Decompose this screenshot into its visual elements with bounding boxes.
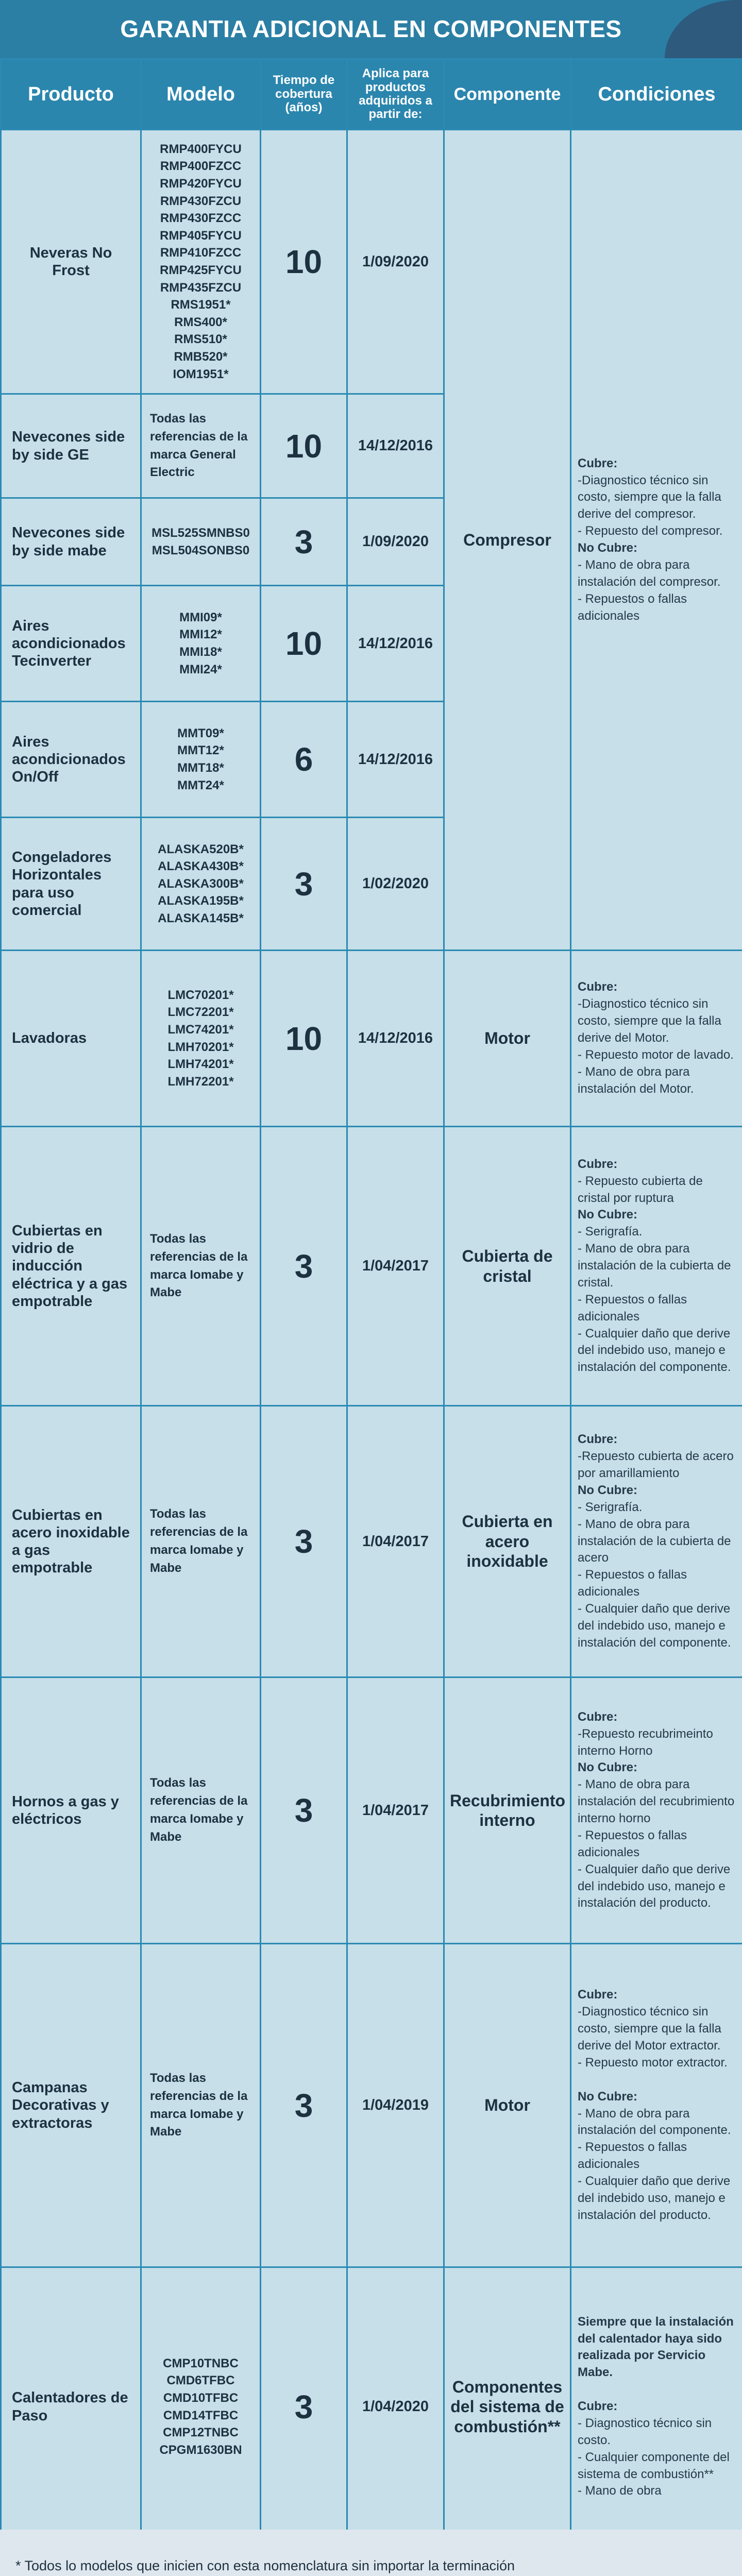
conditions-cell — [571, 951, 742, 1127]
start-date: 1/02/2020 — [347, 818, 444, 951]
condition-line — [578, 2381, 736, 2398]
model-list — [150, 725, 251, 794]
condition-line: Cubre: — [578, 1157, 618, 1171]
model-code: RMS400* — [174, 315, 227, 329]
model-list — [150, 609, 251, 678]
start-date: 1/09/2020 — [347, 498, 444, 586]
condition-line: - Cualquier daño que derive del indebido uso, manejo e instalación del componente. — [578, 1326, 731, 1375]
condition-line: -Diagnostico técnico sin costo, siempre que la falla derive del compresor. — [578, 473, 721, 521]
table-header-row — [1, 59, 742, 130]
product-cell: Nevecones side by side GE — [1, 394, 141, 498]
condition-line: Cubre: — [578, 456, 618, 470]
model-cell — [141, 586, 261, 702]
header-condiciones: Condiciones — [571, 59, 742, 130]
start-date: 1/09/2020 — [347, 130, 444, 394]
model-code: CMP10TNBC — [163, 2356, 239, 2370]
model-cell — [141, 2267, 261, 2547]
model-text: Todas las referencias de la marca Iomabe y Mabe — [150, 1231, 248, 1300]
product-cell: Cubiertas en vidrio de inducción eléctrica y a gas empotrable — [1, 1127, 141, 1406]
model-cell — [141, 1127, 261, 1406]
model-cell — [141, 1944, 261, 2267]
coverage-years: 3 — [261, 498, 347, 586]
product-cell: Calentadores de Paso — [1, 2267, 141, 2547]
coverage-years: 10 — [261, 951, 347, 1127]
model-code: RMB520* — [174, 349, 228, 364]
model-code: MMI24* — [179, 662, 222, 676]
condition-line: - Repuesto motor de lavado. — [578, 1047, 734, 1062]
product-cell: Campanas Decorativas y extractoras — [1, 1944, 141, 2267]
conditions-cell — [571, 2267, 742, 2547]
coverage-years: 10 — [261, 394, 347, 498]
model-list — [150, 987, 251, 1091]
conditions-cell — [571, 1677, 742, 1944]
model-text: Todas las referencias de la marca Iomabe y Mabe — [150, 1507, 248, 1575]
coverage-years: 6 — [261, 702, 347, 818]
model-cell — [141, 498, 261, 586]
model-list — [150, 2355, 251, 2459]
conditions-cell — [571, 1944, 742, 2267]
footer-notes — [0, 2530, 742, 2576]
coverage-years: 3 — [261, 1677, 347, 1944]
model-code: RMP420FYCU — [160, 177, 242, 191]
coverage-years: 10 — [261, 130, 347, 394]
model-text: Todas las referencias de la marca Iomabe y Mabe — [150, 1776, 248, 1844]
condition-line: No Cubre: — [578, 541, 637, 555]
table-row — [1, 2267, 742, 2547]
condition-line: No Cubre: — [578, 1760, 637, 1775]
coverage-years: 3 — [261, 818, 347, 951]
model-code: MMT24* — [177, 778, 224, 792]
condition-line: - Mano de obra — [578, 2484, 662, 2498]
warranty-table — [0, 58, 742, 2547]
start-date: 1/04/2017 — [347, 1127, 444, 1406]
model-code: LMC72201* — [167, 1005, 234, 1020]
model-list — [150, 841, 251, 927]
model-code: RMP430FZCC — [160, 211, 242, 226]
header-modelo: Modelo — [141, 59, 261, 130]
model-code: CMP12TNBC — [163, 2426, 239, 2440]
model-code: MMI09* — [179, 610, 222, 624]
condition-line: - Cualquier daño que derive del indebido uso, manejo e instalación del componente. — [578, 1602, 731, 1650]
model-code: LMC74201* — [167, 1022, 234, 1037]
model-code: RMP410FZCC — [160, 246, 242, 260]
condition-line: -Diagnostico técnico sin costo, siempre que la falla derive del Motor extractor. — [578, 2005, 721, 2053]
table-row — [1, 1406, 742, 1677]
model-code: MMT12* — [177, 743, 224, 758]
page-title: GARANTIA ADICIONAL EN COMPONENTES — [120, 15, 622, 42]
condition-line: - Repuestos o fallas adicionales — [578, 591, 687, 623]
model-code: RMS510* — [174, 332, 227, 347]
condition-line: No Cubre: — [578, 1483, 637, 1497]
condition-line: - Mano de obra para instalación de la cubierta de acero — [578, 1517, 731, 1565]
component-cell: Compresor — [444, 130, 571, 951]
component-cell: Motor — [444, 1944, 571, 2267]
condition-line: No Cubre: — [578, 1208, 637, 1222]
coverage-years: 3 — [261, 1127, 347, 1406]
component-cell: Cubierta en acero inoxidable — [444, 1406, 571, 1677]
product-cell: Cubiertas en acero inoxidable a gas empotrable — [1, 1406, 141, 1677]
start-date: 1/04/2017 — [347, 1677, 444, 1944]
model-code: RMP400FYCU — [160, 142, 242, 156]
model-code: LMH74201* — [167, 1057, 234, 1072]
start-date: 1/04/2020 — [347, 2267, 444, 2547]
model-list — [150, 141, 251, 383]
condition-line: - Mano de obra para instalación del componente. — [578, 2106, 731, 2138]
model-code: MMT09* — [177, 726, 224, 740]
conditions-cell — [571, 1127, 742, 1406]
condition-line: Cubre: — [578, 2399, 618, 2414]
start-date: 14/12/2016 — [347, 586, 444, 702]
product-cell: Congeladores Horizontales para uso comercial — [1, 818, 141, 951]
table-row — [1, 1127, 742, 1406]
model-code: RMP425FYCU — [160, 263, 242, 277]
condition-line: - Diagnostico técnico sin costo. — [578, 2416, 712, 2447]
condition-line: - Repuesto cubierta de cristal por ruptura — [578, 1174, 703, 1205]
table-row — [1, 1944, 742, 2267]
start-date: 14/12/2016 — [347, 394, 444, 498]
coverage-years: 3 — [261, 1944, 347, 2267]
model-code: RMP400FZCC — [160, 159, 242, 174]
model-text: Todas las referencias de la marca General Electric — [150, 411, 248, 480]
header-componente: Componente — [444, 59, 571, 130]
model-code: MMI18* — [179, 645, 222, 659]
component-cell: Motor — [444, 951, 571, 1127]
conditions-cell — [571, 130, 742, 951]
start-date: 14/12/2016 — [347, 951, 444, 1127]
model-code: LMC70201* — [167, 988, 234, 1002]
model-code: CMD14TFBC — [163, 2408, 239, 2422]
condition-line: - Cualquier daño que derive del indebido uso, manejo e instalación del producto. — [578, 2174, 731, 2222]
condition-line: Cubre: — [578, 980, 618, 994]
start-date: 1/04/2019 — [347, 1944, 444, 2267]
condition-line: - Repuesto del compresor. — [578, 524, 723, 538]
product-cell: Neveras No Frost — [1, 130, 141, 394]
title-bar — [0, 0, 742, 58]
model-code: RMP430FZCU — [160, 194, 242, 208]
component-cell: Componentes del sistema de combustión** — [444, 2267, 571, 2547]
component-cell: Cubierta de cristal — [444, 1127, 571, 1406]
model-code: MMI12* — [179, 628, 222, 642]
condition-line: - Repuestos o fallas adicionales — [578, 1828, 687, 1859]
model-cell — [141, 702, 261, 818]
product-cell: Hornos a gas y eléctricos — [1, 1677, 141, 1944]
condition-line: No Cubre: — [578, 2089, 637, 2104]
condition-line: -Repuesto recubrimeinto interno Horno — [578, 1726, 713, 1758]
model-code: IOM1951* — [173, 367, 229, 381]
model-code: ALASKA300B* — [158, 876, 244, 891]
model-code: RMP405FYCU — [160, 228, 242, 243]
model-code: MSL525SMNBS0 — [151, 526, 250, 540]
condition-line: -Repuesto cubierta de acero por amarillamiento — [578, 1449, 734, 1481]
table-row — [1, 1677, 742, 1944]
model-cell — [141, 394, 261, 498]
model-code: ALASKA520B* — [158, 842, 244, 856]
condition-line: Cubre: — [578, 1988, 618, 2002]
model-code: CMD10TFBC — [163, 2391, 239, 2405]
model-cell — [141, 951, 261, 1127]
table-row — [1, 130, 742, 394]
condition-line: - Serigrafía. — [578, 1500, 643, 1514]
component-cell: Recubrimiento interno — [444, 1677, 571, 1944]
condition-line: - Repuestos o fallas adicionales — [578, 1292, 687, 1324]
condition-line: - Mano de obra para instalación de la cubierta de cristal. — [578, 1242, 731, 1290]
model-code: CMD6TFBC — [166, 2374, 235, 2388]
condition-line: - Repuestos o fallas adicionales — [578, 2140, 687, 2172]
model-code: MMT18* — [177, 761, 224, 775]
coverage-years: 3 — [261, 2267, 347, 2547]
coverage-years: 10 — [261, 586, 347, 702]
model-list — [150, 524, 251, 559]
condition-line: Cubre: — [578, 1432, 618, 1447]
condition-line: - Repuestos o fallas adicionales — [578, 1568, 687, 1599]
condition-line: - Serigrafía. — [578, 1225, 643, 1239]
condition-line: -Diagnostico técnico sin costo, siempre que la falla derive del Motor. — [578, 997, 721, 1045]
model-cell — [141, 1677, 261, 1944]
model-code: LMH70201* — [167, 1040, 234, 1054]
header-aplica: Aplica para productos adquiridos a partir de: — [347, 59, 444, 130]
conditions-cell — [571, 1406, 742, 1677]
start-date: 14/12/2016 — [347, 702, 444, 818]
condition-line: Cubre: — [578, 1709, 618, 1724]
model-code: MSL504SONBS0 — [151, 543, 250, 557]
product-cell: Aires acondicionados On/Off — [1, 702, 141, 818]
model-code: ALASKA430B* — [158, 859, 244, 874]
header-tiempo: Tiempo de cobertura (años) — [261, 59, 347, 130]
start-date: 1/04/2017 — [347, 1406, 444, 1677]
condition-line: - Cualquier daño que derive del indebido uso, manejo e instalación del producto. — [578, 1862, 731, 1910]
condition-line: - Mano de obra para instalación del recubrimiento interno horno — [578, 1777, 735, 1825]
condition-line: - Mano de obra para instalación del Motor. — [578, 1064, 694, 1096]
model-code: ALASKA145B* — [158, 911, 244, 925]
condition-line: Siempre que la instalación del calentador haya sido realizada por Servicio Mabe. — [578, 2314, 734, 2380]
product-cell: Lavadoras — [1, 951, 141, 1127]
model-code: RMS1951* — [171, 298, 231, 312]
model-cell — [141, 1406, 261, 1677]
condition-line: - Mano de obra para instalación del compresor. — [578, 557, 721, 589]
model-text: Todas las referencias de la marca Iomabe y Mabe — [150, 2071, 248, 2139]
table-row — [1, 951, 742, 1127]
footnote-single-asterisk: * Todos lo modelos que inicien con esta nomenclatura sin importar la terminación — [15, 2558, 515, 2573]
model-cell — [141, 818, 261, 951]
condition-line — [578, 2072, 736, 2089]
product-cell: Aires acondicionados Tecinverter — [1, 586, 141, 702]
model-code: LMH72201* — [167, 1074, 234, 1089]
product-cell: Nevecones side by side mabe — [1, 498, 141, 586]
model-code: ALASKA195B* — [158, 894, 244, 908]
coverage-years: 3 — [261, 1406, 347, 1677]
model-code: CPGM1630BN — [159, 2443, 242, 2457]
condition-line: - Cualquier componente del sistema de combustión** — [578, 2450, 730, 2481]
header-producto: Producto — [1, 59, 141, 130]
model-cell — [141, 130, 261, 394]
model-code: RMP435FZCU — [160, 280, 242, 295]
condition-line: - Repuesto motor extractor. — [578, 2055, 728, 2070]
